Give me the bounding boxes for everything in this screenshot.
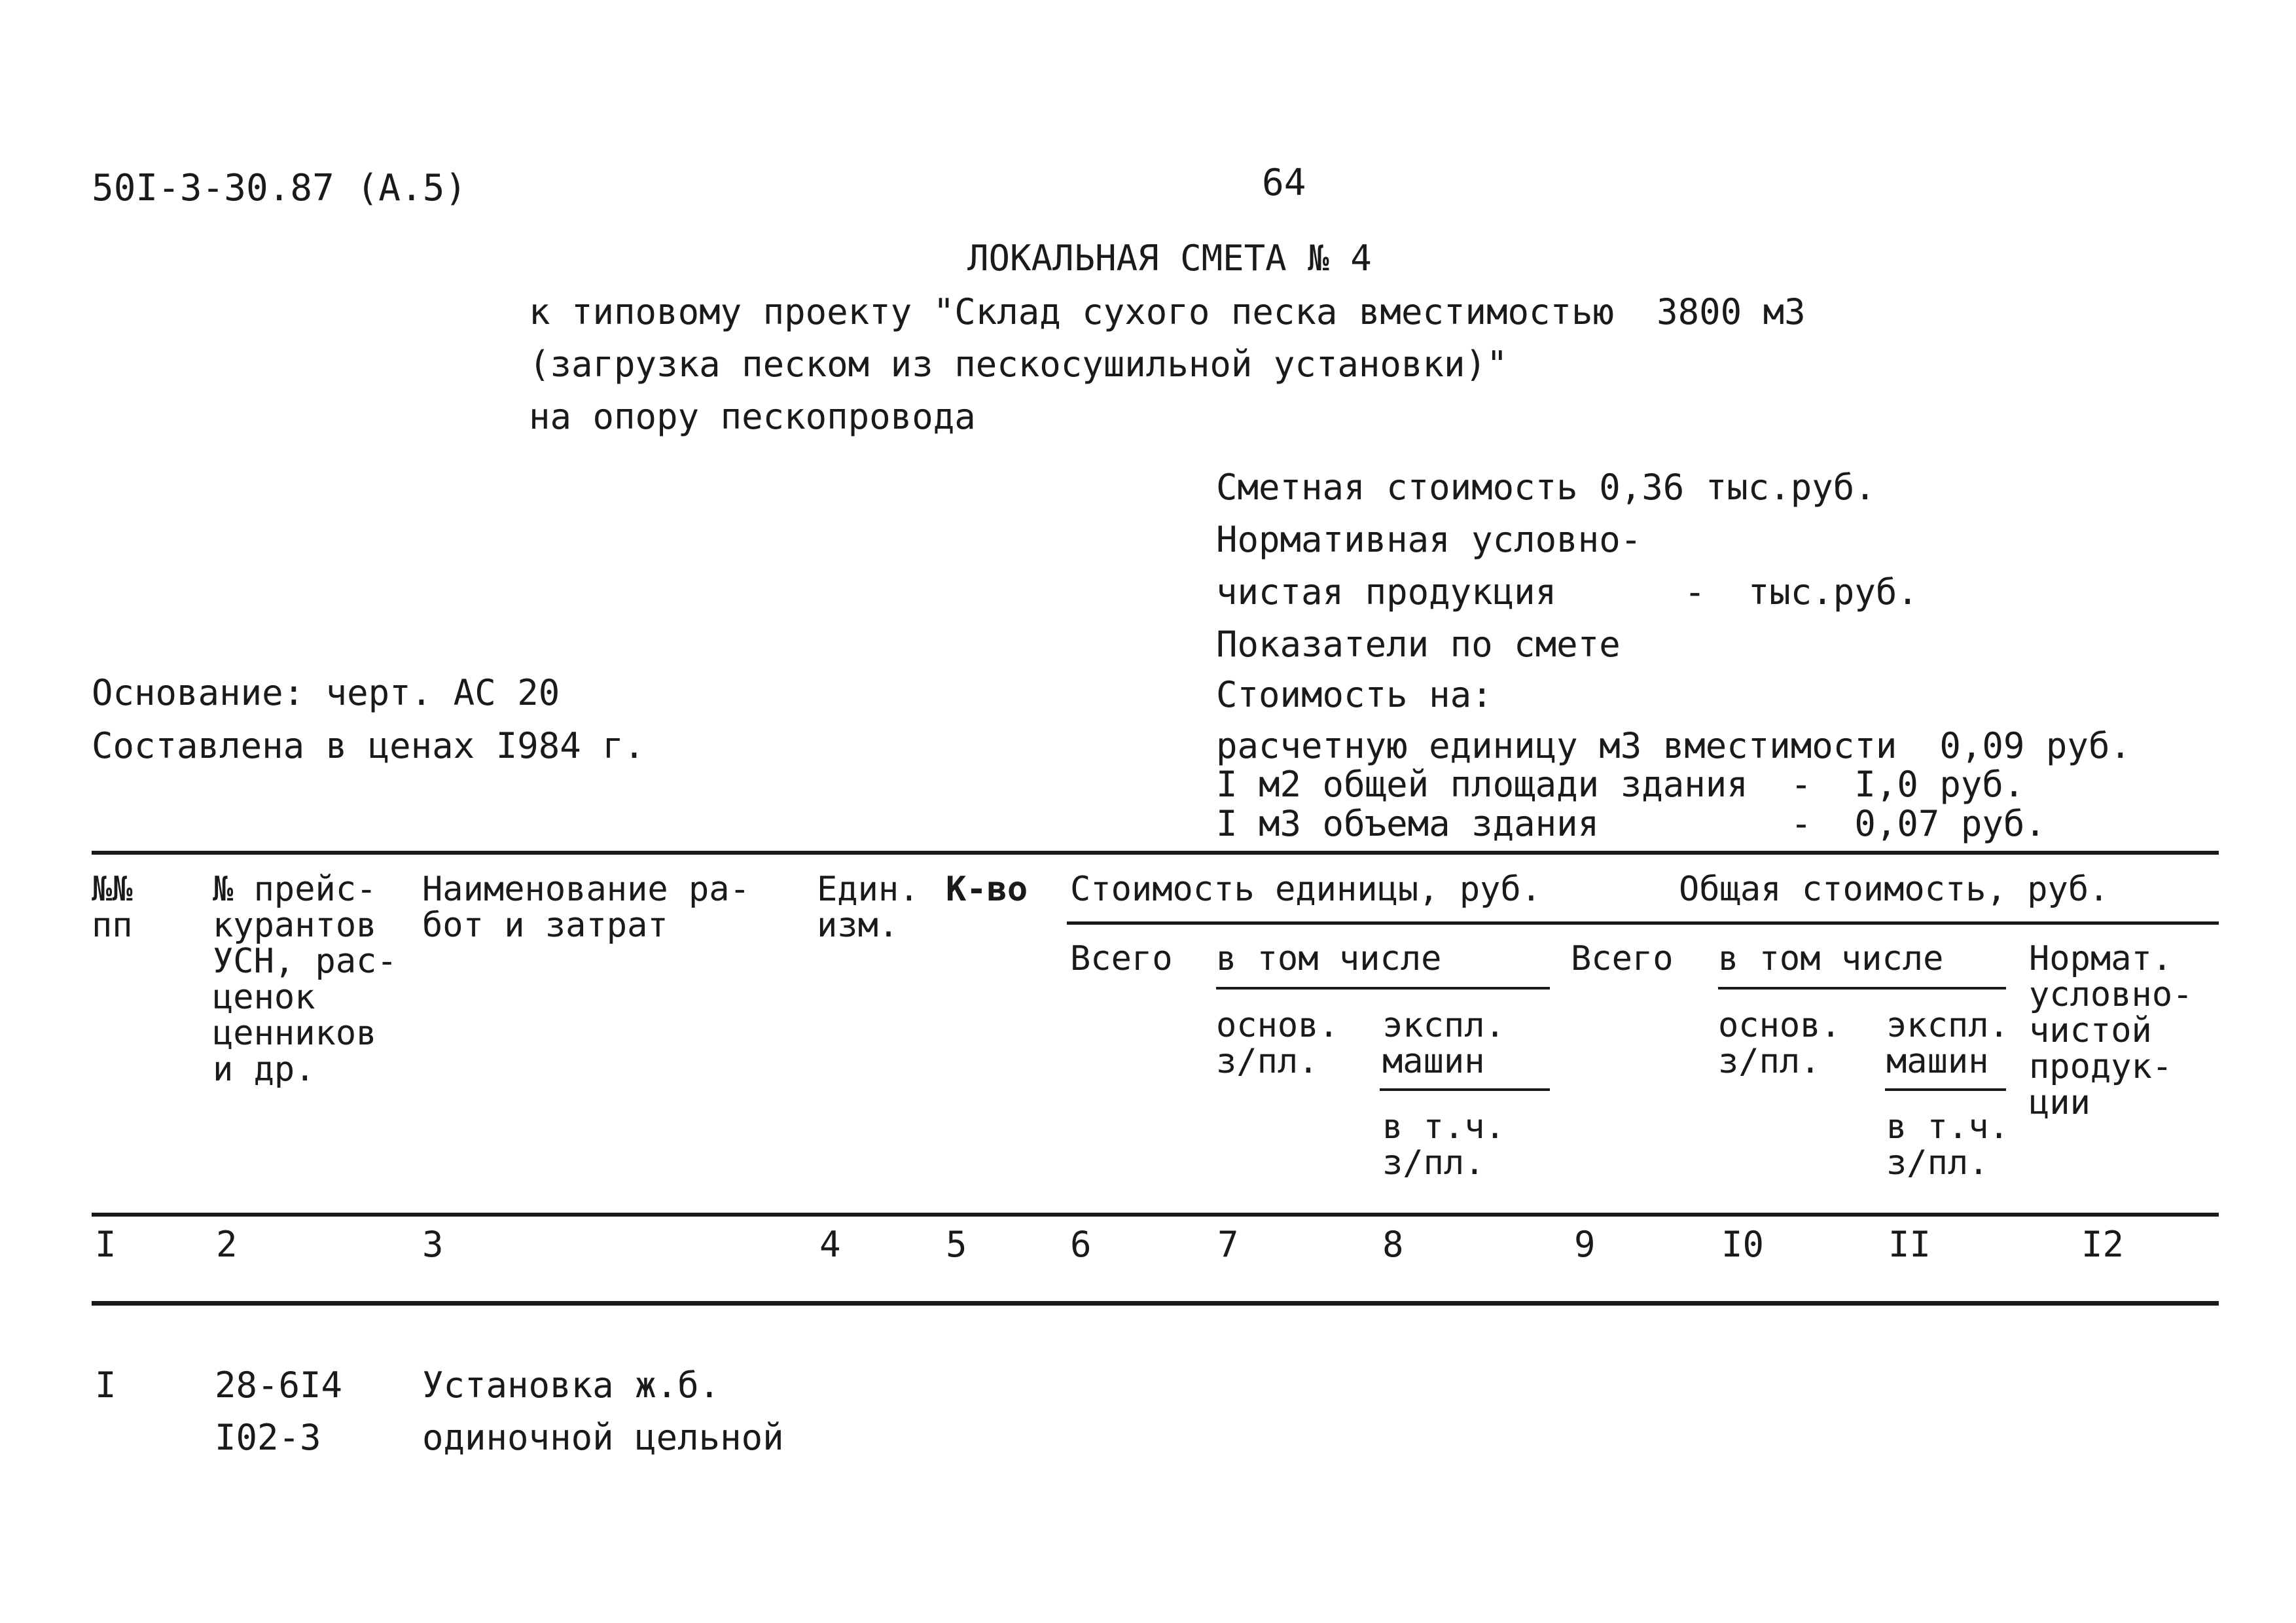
cost-on-label: Стоимость на:	[1216, 674, 1493, 715]
column-number: 4	[819, 1224, 841, 1265]
unit-cost-line: расчетную единицу м3 вместимости 0,09 руб.	[1216, 725, 2131, 766]
header-total-cost: Общая стоимость, руб.	[1679, 870, 2109, 909]
row-number: I	[95, 1364, 117, 1406]
column-number: 8	[1382, 1224, 1404, 1265]
unit-incl-rule	[1216, 987, 1550, 990]
header-unit-total: Всего	[1070, 939, 1173, 978]
total-mach-rule	[1885, 1088, 2006, 1091]
normative-product-line1: Нормативная условно-	[1216, 519, 1642, 560]
header-bottom-rule	[92, 1213, 2219, 1217]
page-number: 64	[1262, 162, 1306, 204]
header-quantity: К-во	[946, 870, 1028, 909]
header-unit-including: в том числе	[1216, 939, 1442, 978]
volume-cost-line: I м3 объема здания - 0,07 руб.	[1216, 803, 2046, 844]
header-unit-machines-salary: в т.ч. з/пл.	[1382, 1107, 1505, 1183]
column-number: II	[1888, 1224, 1931, 1265]
column-number: 3	[422, 1224, 444, 1265]
header-unit: Един. изм.	[817, 870, 920, 945]
basis-drawing: Основание: черт. АС 20	[92, 672, 560, 713]
header-work-name: Наименование ра- бот и затрат	[422, 870, 750, 945]
header-unit-machines: экспл. машин	[1382, 1006, 1505, 1081]
column-number: 5	[946, 1224, 967, 1265]
header-total-machines: экспл. машин	[1886, 1006, 2009, 1081]
row-price-code: 28-6I4 I02-3	[215, 1364, 343, 1458]
header-row-number: №№ пп	[92, 870, 133, 945]
column-number: 7	[1217, 1224, 1239, 1265]
column-number: I0	[1721, 1224, 1765, 1265]
project-title-line2: (загрузка песком из пескосушильной установки)"	[529, 344, 1508, 385]
column-number: 9	[1574, 1224, 1596, 1265]
column-number: 6	[1070, 1224, 1092, 1265]
table-top-rule	[92, 851, 2219, 855]
column-number: 2	[216, 1224, 238, 1265]
price-basis: Составлена в ценах I984 г.	[92, 725, 645, 766]
header-total-including: в том числе	[1718, 939, 1944, 978]
header-total-total: Всего	[1571, 939, 1674, 978]
row-work-name: Установка ж.б. одиночной цельной	[422, 1364, 784, 1458]
header-unit-cost: Стоимость единицы, руб.	[1070, 870, 1542, 909]
header-total-machines-salary: в т.ч. з/пл.	[1886, 1107, 2009, 1183]
estimated-cost: Сметная стоимость 0,36 тыс.руб.	[1216, 467, 1876, 508]
total-incl-rule	[1718, 987, 2006, 990]
header-price-list: № прейс- курантов УСН, рас- ценок ценников и др.	[213, 870, 397, 1089]
indicators-label: Показатели по смете	[1216, 624, 1621, 665]
project-title-line1: к типовому проекту "Склад сухого песка вместимостью 3800 м3	[529, 291, 1806, 332]
header-normative: Нормат. условно- чистой продук- ции	[2029, 939, 2193, 1122]
document-code: 50I-3-30.87 (А.5)	[92, 167, 467, 209]
area-cost-line: I м2 общей площади здания - I,0 руб.	[1216, 764, 2025, 805]
header-unit-base-salary: основ. з/пл.	[1216, 1006, 1339, 1081]
estimate-heading: ЛОКАЛЬНАЯ СМЕТА № 4	[967, 238, 1372, 279]
project-title-line3: на опору пескопровода	[529, 396, 976, 437]
cost-group-rule	[1067, 921, 2219, 925]
header-total-base-salary: основ. з/пл.	[1718, 1006, 1841, 1081]
numbers-bottom-rule	[92, 1301, 2219, 1306]
unit-mach-rule	[1380, 1088, 1550, 1091]
column-number: I	[95, 1224, 117, 1265]
column-number: I2	[2081, 1224, 2125, 1265]
normative-product-line2: чистая продукция - тыс.руб.	[1216, 571, 1918, 613]
